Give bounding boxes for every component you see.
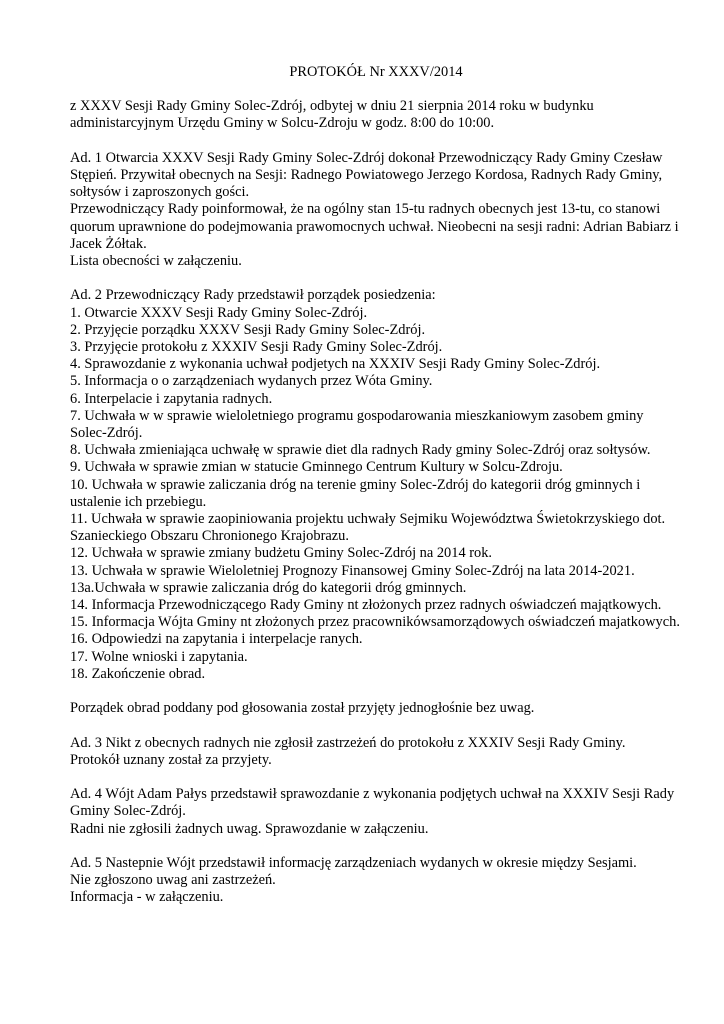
agenda-item: 12. Uchwała w sprawie zmiany budżetu Gminy Solec-Zdrój na 2014 rok.: [70, 545, 493, 562]
document-title: PROTOKÓŁ Nr XXXV/2014: [289, 64, 463, 80]
agenda-item: 13a.Uchwała w sprawie zaliczania dróg do kategorii dróg gminnych.: [70, 579, 467, 596]
ad2-section: [70, 287, 682, 683]
ad1-attendance-text: Lista obecności w załączeniu.: [70, 253, 242, 270]
ad5-section: [70, 855, 682, 907]
ad1-opening-text: Ad. 1 Otwarcia XXXV Sesji Rady Gminy Solec-Zdrój dokonał Przewodniczący Rady Gminy Czesław Stępień. Przywitał obecnych na Sesji: Radnego Powiatowego Jerzego Kordosa, Radnych Rady Gminy, sołtysów i zaproszonych gości.: [70, 149, 667, 201]
agenda-item: 7. Uchwała w w sprawie wieloletniego programu gospodarowania mieszkaniowym zasobem gminy Solec-Zdrój.: [70, 407, 644, 442]
agenda-item: 8. Uchwała zmieniająca uchwałę w sprawie diet dla radnych Rady gminy Solec-Zdrój oraz sołtysów.: [70, 442, 651, 459]
ad4-result-text: Radni nie zgłosili żadnych uwag. Sprawozdanie w załączeniu.: [70, 820, 429, 837]
ad1-section: [70, 150, 682, 270]
agenda-item: 3. Przyjęcie protokołu z XXXIV Sesji Rady Gminy Solec-Zdrój.: [70, 339, 443, 356]
agenda-list: [70, 305, 682, 683]
agenda-item: 4. Sprawozdanie z wykonania uchwał podjetych na XXXIV Sesji Rady Gminy Solec-Zdrój.: [70, 356, 601, 373]
agenda-item: 2. Przyjęcie porządku XXXV Sesji Rady Gminy Solec-Zdrój.: [70, 321, 426, 338]
ad3-section: [70, 735, 682, 769]
agenda-item: 17. Wolne wnioski i zapytania.: [70, 648, 248, 665]
ad2-intro-text: Ad. 2 Przewodniczący Rady przedstawił porządek posiedzenia:: [70, 287, 436, 304]
agenda-item: 6. Interpelacie i zapytania radnych.: [70, 390, 273, 407]
agenda-item: 16. Odpowiedzi na zapytania i interpelacje ranych.: [70, 631, 363, 648]
ad1-quorum-text: Przewodniczący Rady poinformował, że na ogólny stan 15-tu radnych obecnych jest 13-tu, co stanowi quorum uprawnione do podejmowania prawomocnych uchwał. Nieobecni na sesji radni: Adrian Babiarz i Jacek Żółtak.: [70, 201, 683, 252]
ad5-remarks-text: Nie zgłoszono uwag ani zastrzeżeń.: [70, 872, 276, 889]
intro-paragraph: z XXXV Sesji Rady Gminy Solec-Zdrój, odbytej w dniu 21 sierpnia 2014 roku w budynku administarcyjnym Urzędu Gminy w Solcu-Zdroju w godz. 8:00 do 10:00.: [70, 98, 594, 132]
agenda-item: 11. Uchwała w sprawie zaopiniowania projektu uchwały Sejmiku Województwa Świetokrzyskiego dot. Szanieckiego Obszaru Chronionego Krajobrazu.: [70, 511, 666, 545]
ad5-attachment-text: Informacja - w załączeniu.: [70, 889, 224, 906]
ad5-text: Ad. 5 Nastepnie Wójt przedstawił informację zarządzeniach wydanych w okresie między Sesjami.: [70, 855, 637, 872]
ad3-result-text: Protokół uznany został za przyjety.: [70, 751, 272, 768]
document-page: [70, 64, 682, 924]
agenda-item: 15. Informacja Wójta Gminy nt złożonych przez pracownikówsamorządowych oświadczeń majatkowych.: [70, 614, 680, 631]
agenda-item: 13. Uchwała w sprawie Wieloletniej Prognozy Finansowej Gminy Solec-Zdrój na lata 2014-2021.: [70, 562, 635, 579]
ad4-text: Ad. 4 Wójt Adam Pałys przedstawił sprawozdanie z wykonania podjętych uchwał na XXXIV Sesji Rady Gminy Solec-Zdrój.: [70, 786, 678, 820]
agenda-item: 14. Informacja Przewodniczącego Rady Gminy nt złożonych przez radnych oświadczeń majątkowych.: [70, 597, 662, 614]
agenda-vote-paragraph: Porządek obrad poddany pod głosowania został przyjęty jednogłośnie bez uwag.: [70, 700, 535, 717]
agenda-item: 5. Informacja o o zarządzeniach wydanych przez Wóta Gminy.: [70, 373, 433, 390]
ad3-text: Ad. 3 Nikt z obecnych radnych nie zgłosił zastrzeżeń do protokołu z XXXIV Sesji Rady Gminy.: [70, 734, 626, 751]
agenda-item: 10. Uchwała w sprawie zaliczania dróg na terenie gminy Solec-Zdrój do kategorii dróg gminnych i ustalenie ich przebiegu.: [70, 476, 641, 510]
ad4-section: [70, 786, 682, 838]
agenda-item: 9. Uchwała w sprawie zmian w statucie Gminnego Centrum Kultury w Solcu-Zdroju.: [70, 459, 563, 476]
agenda-item: 1. Otwarcie XXXV Sesji Rady Gminy Solec-Zdrój.: [70, 304, 368, 321]
agenda-item: 18. Zakończenie obrad.: [70, 665, 206, 682]
